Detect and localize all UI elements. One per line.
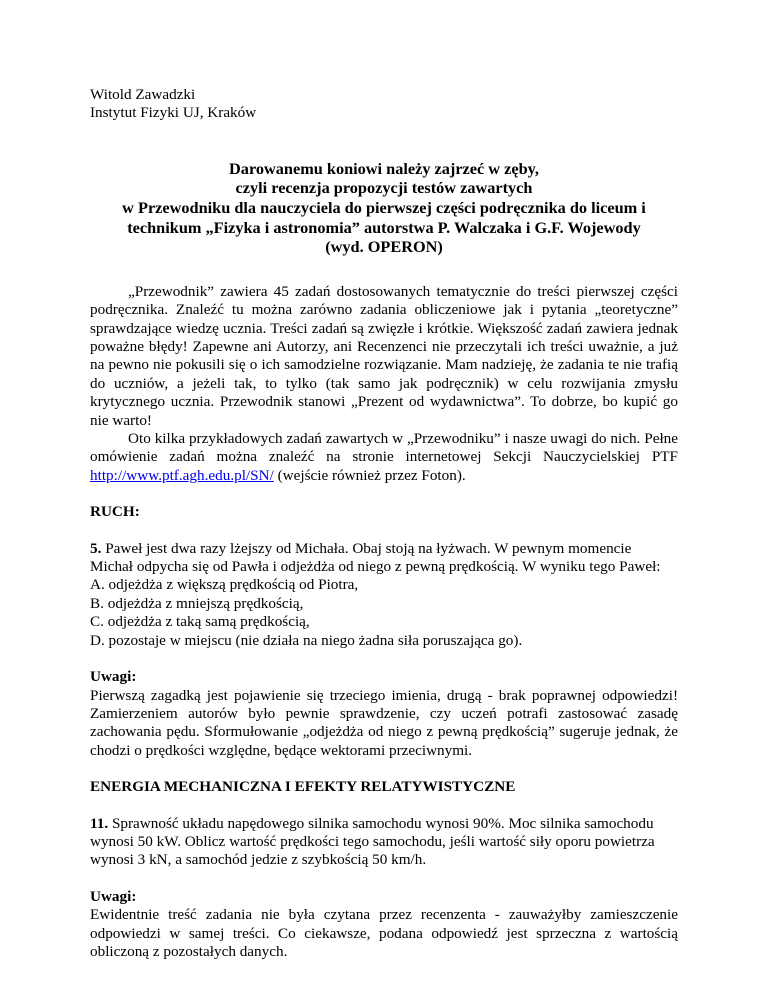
task-text: Sprawność układu napędowego silnika samochodu wynosi 90%. Moc silnika samochodu wynosi 50 kW. Oblicz wartość prędkości tego samochodu, jeśli wartość siły oporu powietrza wynosi 3 kN, a samochód jedzie z szybkością 50 km/h. — [90, 814, 655, 869]
task-number: 5. — [90, 539, 102, 557]
task-11 — [90, 815, 678, 870]
title-line: technikum „Fizyka i astronomia” autorstwa P. Walczaka i G.F. Wojewody — [127, 217, 641, 237]
answer-option-d: D. pozostaje w miejscu (nie działa na niego żadna siła poruszająca go). — [90, 631, 523, 649]
author-affiliation: Instytut Fizyki UJ, Kraków — [90, 104, 257, 122]
note-label: Uwagi: — [90, 668, 137, 686]
intro-paragraph-2-after: (wejście również przez Foton). — [277, 466, 466, 484]
title-line: (wyd. OPERON) — [325, 237, 443, 257]
introduction — [90, 283, 678, 485]
title-line: w Przewodniku dla nauczyciela do pierwszej części podręcznika do liceum i — [122, 198, 646, 217]
answer-option-a: A. odjeżdża z większą prędkością od Piotra, — [90, 576, 359, 594]
document-body — [90, 86, 678, 961]
answer-option-b: B. odjeżdża z mniejszą prędkością, — [90, 594, 304, 612]
intro-paragraph-1: „Przewodnik” zawiera 45 zadań dostosowanych tematycznie do treści pierwszej części podręcznika. Znaleźć tu można zarówno zadania obliczeniowe jak i pytania „teoretyczne” sprawdzające wiedzę ucznia. Treści zadań są zwięzłe i krótkie. Większość zadań zawiera jednak poważne błędy! Zapewne ani Autorzy, ani Recenzenci nie przeczytali ich treści uważnie, a już na pewno nie pokusili się o ich samodzielne rozwiązanie. Mam nadzieję, że zadania te nie trafią do uczniów, a jeżeli tak, to tylko (tak samo jak podręcznik) w celu rozwijania zmysłu krytycznego ucznia. Przewodnik stanowi „Prezent od wydawnictwa”. To dobrze, bo kupić go nie warto! — [90, 282, 678, 429]
note-text: Ewidentnie treść zadania nie była czytana przez recenzenta - zauważyłby zamieszczenie odpowiedzi w samej treści. Co ciekawsze, podana odpowiedź jest sprzeczna z wartością obliczoną z pozostałych danych. — [90, 906, 678, 960]
task-text: Paweł jest dwa razy lżejszy od Michała. Obaj stoją na łyżwach. W pewnym momencie Michał odpycha się od Pawła i odjeżdża od niego z pewną prędkością. W wyniku tego Paweł: — [90, 539, 661, 576]
section-heading-motion: RUCH: — [90, 503, 140, 521]
note-task-5 — [90, 668, 678, 760]
task-5 — [90, 540, 678, 650]
title-line: Darowanemu koniowi należy zajrzeć w zęby, — [229, 158, 539, 178]
document-title — [90, 159, 678, 257]
section-heading-energy: ENERGIA MECHANICZNA I EFEKTY RELATYWISTYCZNE — [90, 778, 516, 796]
task-number: 11. — [90, 814, 109, 832]
task-statement — [90, 815, 678, 870]
answer-option-c: C. odjeżdża z taką samą prędkością, — [90, 613, 310, 631]
note-label: Uwagi: — [90, 887, 137, 905]
author-name: Witold Zawadzki — [90, 86, 196, 103]
title-line: czyli recenzja propozycji testów zawartych — [235, 178, 533, 198]
task-statement — [90, 540, 678, 577]
answer-list — [90, 576, 678, 650]
author-block — [90, 86, 678, 123]
intro-paragraph-2-text: Oto kilka przykładowych zadań zawartych w „Przewodniku” i nasze uwagi do nich. Pełne omówienie zadań można znaleźć na stronie internetowej Sekcji Nauczycielskiej PTF — [90, 430, 678, 466]
note-task-11 — [90, 888, 678, 962]
note-text: Pierwszą zagadką jest pojawienie się trzeciego imienia, drugą - brak poprawnej odpowiedzi! Zamierzeniem autorów było pewnie sprawdzenie, czy uczeń potrafi zastosować zasadę zachowania pędu. Sformułowanie „odjeżdża od niego z pewną prędkością” sugeruje jednak, że chodzi o prędkości względne, będące wektorami przeciwnymi. — [90, 686, 678, 759]
intro-paragraph-2 — [90, 430, 678, 485]
ptf-website-link[interactable]: http://www.ptf.agh.edu.pl/SN/ — [90, 466, 274, 484]
